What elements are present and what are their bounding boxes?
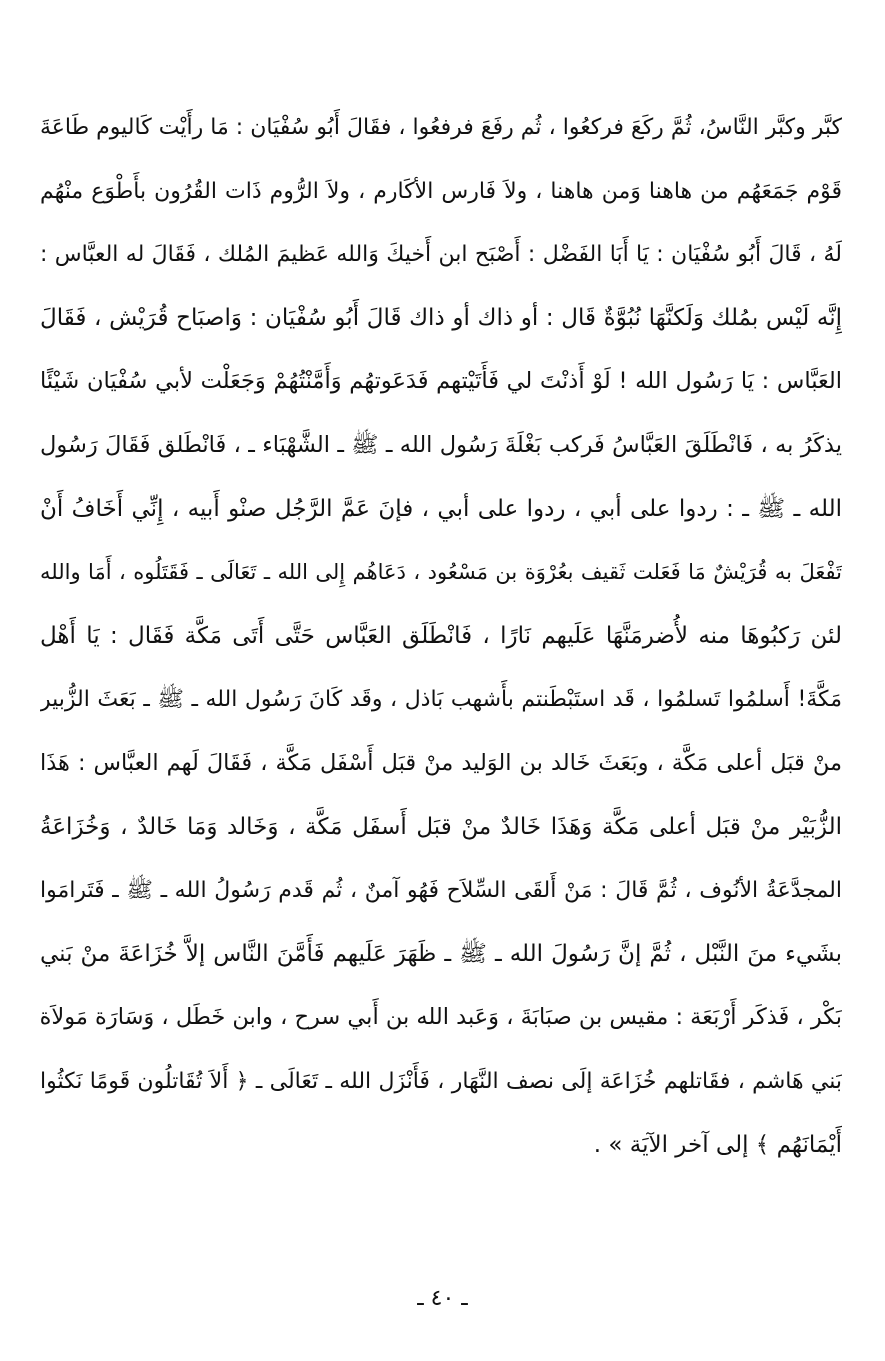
text-line: بَني هَاشم ، فقَاتلهم خُزَاعَة إلَى نصف النَّهَار ، فَأَنْزَل الله ـ تَعَالَى ـ ﴿ أَلاَ تُقَاتلُون قَومًا نَكثُوا <box>40 1068 842 1094</box>
text-line: قَوْم جَمَعَهُم من هاهنا وَمن هاهنا ، ولاَ فَارس الأكَارم ، ولاَ الرُّوم ذَات القُرُون بأَطْوَع منْهُم <box>40 178 842 204</box>
text-line: الزُّبَيْر منْ قبَل أعلى مَكَّة وَهَذَا خَالدٌ منْ قبَل أَسفَل مَكَّة ، وَخَالد وَمَا خَالدٌ ، وَخُزَاعَةُ <box>40 813 842 840</box>
text-line: بشَيء منَ النَّبْل ، ثُمَّ إنَّ رَسُولَ الله ـ ﷺ ـ ظَهَرَ عَلَيهم فَأَمَّنَ النَّاس إلاَّ خُزَاعَةَ منْ بَني <box>40 940 842 967</box>
text-line: بَكْر ، فَذكَر أَرْبَعَة : مقيس بن صبَابَةَ ، وَعَبد الله بن أَبي سرح ، وابن خَطَل ، وَسَارَة مَولاَة <box>40 1004 842 1031</box>
text-line: تَفْعَلَ به قُرَيْشٌ مَا فَعَلت ثَقيف بعُرْوَة بن مَسْعُود ، دَعَاهُم إِلى الله ـ تَعَالَى ـ فَقَتَلُوه ، أَمَا والله <box>40 560 842 585</box>
text-line: كبَّر وكبَّر النَّاسُ، ثُمَّ ركَعَ فركعُوا ، ثُم رفَعَ فرفعُوا ، فقَالَ أَبُو سُفْيَان : مَا رأَيْت كَاليوم طَاعَةَ <box>40 115 842 140</box>
text-line: إِنَّه لَيْس بمُلك وَلَكنَّهَا نُبُوَّةٌ قَال : أو ذاك أو ذاك قَالَ أَبُو سُفْيَان : وَاصبَاح قُرَيْش ، فَقَالَ <box>40 304 842 331</box>
text-line: مَكَّةَ! أَسلمُوا تَسلمُوا ، قَد استَبْطَنتم بأَشهب بَاذل ، وقَد كَانَ رَسُول الله ـ ﷺ ـ بَعَثَ الزُّبير <box>40 687 842 713</box>
text-line: العَبَّاس : يَا رَسُول الله ! لَوْ أَذنْتَ لي فَأَتَيْتهم فَدَعَوتهُم وَأَمَّنْتُهُمْ وَجَعَلْت لأبي سُفْيَان شَيْئًا <box>40 368 842 395</box>
text-line: لَهُ ، قَالَ أَبُو سُفْيَان : يَا أَبَا الفَضْل : أَصْبَح ابن أَخيكَ وَالله عَظيمَ المُلك ، فَقَالَ له العبَّاس : <box>40 242 842 268</box>
text-line: يذكَرُ به ، فَانْطَلَقَ العَبَّاسُ فَركب بَغْلَةَ رَسُول الله ـ ﷺ ـ الشَّهْبَاء ـ ، فَانْطَلق فَقَالَ رَسُول <box>40 431 842 458</box>
page-number: ـ ٤٠ ـ <box>417 1286 468 1311</box>
text-line: لئن رَكبُوهَا منه لأُضرمَنَّهَا عَلَيهم نَارًا ، فَانْطَلَق العَبَّاس حَتَّى أَتَى مَكَّة فَقَال : يَا أَهْل <box>40 622 842 649</box>
text-line: منْ قبَل أعلى مَكَّة ، وبَعَثَ خَالد بن الوَليد منْ قبَل أَسْفَل مَكَّة ، فَقَالَ لَهم العبَّاس : هَذَا <box>40 749 842 776</box>
text-line: المجدَّعَةُ الأنُوف ، ثُمَّ قَالَ : مَنْ أَلقَى السِّلاَح فَهُو آمنٌ ، ثُم قَدم رَسُولُ الله ـ ﷺ ـ فَتَرامَوا <box>40 878 842 904</box>
text-line-last: أَيْمَانَهُم ﴾ إلى آخر الآيَة » . <box>593 1131 842 1158</box>
text-line: الله ـ ﷺ ـ : ردوا على أبي ، ردوا على أبي ، فإنَ عَمَّ الرَّجُل صنْو أَبيه ، إِنِّي أَخَافُ أَنْ <box>40 495 842 522</box>
body-text <box>40 96 842 1177</box>
